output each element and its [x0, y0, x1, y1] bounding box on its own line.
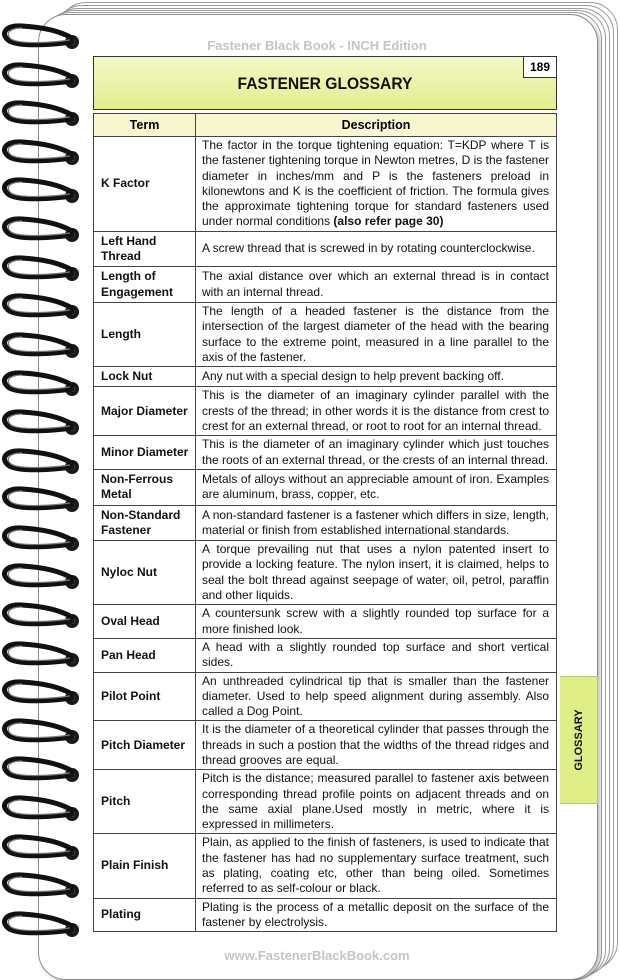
spiral-coil [0, 16, 86, 56]
description-text: Plating is the process of a metallic deposit on the surface of the fastener by electrolysis. [202, 899, 549, 929]
description-cell [196, 541, 557, 605]
spiral-coil [0, 865, 86, 905]
description-cell [196, 302, 557, 366]
term-cell: Non-Standard Fastener [94, 505, 196, 541]
term-cell: Length of Engagement [94, 267, 196, 303]
description-cell [196, 834, 557, 898]
spiral-coil [0, 132, 86, 172]
term-cell: Pitch [94, 770, 196, 834]
description-cell [196, 469, 557, 505]
term-cell: Non-Ferrous Metal [94, 469, 196, 505]
term-cell: Plain Finish [94, 834, 196, 898]
term-cell: Plating [94, 898, 196, 932]
spiral-coil [0, 286, 86, 326]
table-row [94, 638, 557, 672]
side-tab-label: GLOSSARY [572, 709, 585, 771]
description-text: A head with a slightly rounded top surface and short vertical sides. [202, 639, 549, 670]
description-text: This is the diameter of an imaginary cylinder which just touches the roots of an external thread, or the crests of an internal thread. [202, 437, 549, 467]
spiral-coil [0, 170, 86, 210]
title-banner [93, 56, 557, 110]
table-row [94, 834, 557, 898]
description-cell [196, 436, 557, 470]
table-row [94, 770, 557, 834]
term-cell: Pitch Diameter [94, 721, 196, 770]
table-row [94, 541, 557, 605]
description-text: A countersunk screw with a slightly rounded top surface for a more finished look. [202, 606, 549, 636]
description-text: The axial distance over which an external thread is in contact with an internal thread. [202, 269, 549, 299]
description-cell [196, 367, 557, 387]
description-cell [196, 231, 557, 267]
spiral-coil [0, 55, 86, 95]
description-cell [196, 721, 557, 770]
table-row [94, 605, 557, 639]
term-cell: Pan Head [94, 638, 196, 672]
column-header-term: Term [94, 114, 196, 137]
description-cell [196, 638, 557, 672]
table-row [94, 469, 557, 505]
spiral-coil [0, 634, 86, 674]
column-header-description: Description [196, 114, 557, 137]
description-cell [196, 672, 557, 721]
spiral-coil [0, 672, 86, 712]
glossary-side-tab[interactable] [560, 676, 598, 804]
description-cell [196, 267, 557, 303]
description-text: An unthreaded cylindrical tip that is smaller than the fastener diameter. Used to help speed alignment during assembly. Also called a Dog Point. [202, 673, 549, 719]
term-cell: Pilot Point [94, 672, 196, 721]
term-cell: K Factor [94, 137, 196, 232]
spiral-coil [0, 827, 86, 867]
spiral-coil [0, 325, 86, 365]
description-cell [196, 605, 557, 639]
table-row [94, 302, 557, 366]
table-header-row [94, 114, 557, 137]
term-cell: Nyloc Nut [94, 541, 196, 605]
table-row [94, 436, 557, 470]
glossary-table [93, 113, 557, 932]
spiral-coil [0, 711, 86, 751]
description-text: The length of a headed fastener is the distance from the intersection of the largest diameter of the head with the bearing surface to the extreme point, measured in a line parallel to the axis of the fastener. [202, 303, 549, 364]
table-row [94, 505, 557, 541]
spiral-coil [0, 749, 86, 789]
description-cell [196, 137, 557, 232]
spiral-coil [0, 93, 86, 133]
spiral-coil [0, 904, 86, 944]
table-row [94, 231, 557, 267]
description-text: Metals of alloys without an appreciable amount of iron. Examples are aluminum, brass, copper, etc. [202, 471, 549, 502]
table-row [94, 137, 557, 232]
term-cell: Left Hand Thread [94, 231, 196, 267]
spiral-coil [0, 518, 86, 558]
table-row [94, 721, 557, 770]
page-number: 189 [523, 57, 556, 78]
cross-reference-note: (also refer page 30) [333, 214, 444, 229]
spiral-coil [0, 595, 86, 635]
table-row [94, 267, 557, 303]
footer-url: www.FastenerBlackBook.com [224, 948, 410, 963]
description-cell [196, 898, 557, 932]
description-text: Pitch is the distance; measured parallel to fastener axis between corresponding thread profile points on adjacent threads and on the same axial plane.Used mostly in metric, where it is expressed in millimeters. [202, 771, 549, 832]
term-cell: Lock Nut [94, 367, 196, 387]
spiral-coil [0, 209, 86, 249]
term-cell: Minor Diameter [94, 436, 196, 470]
table-row [94, 367, 557, 387]
term-cell: Oval Head [94, 605, 196, 639]
table-row [94, 898, 557, 932]
spiral-coil [0, 363, 86, 403]
glossary-body [94, 137, 557, 932]
spiral-coil [0, 402, 86, 442]
table-row [94, 387, 557, 436]
spiral-coil [0, 248, 86, 288]
running-title: Fastener Black Book - INCH Edition [207, 38, 427, 53]
description-text: This is the diameter of an imaginary cylinder parallel with the crests of the thread; in other words it is the distance from crest to crest for an external thread, or root to root for an internal thread. [202, 388, 549, 434]
description-text: Plain, as applied to the finish of fasteners, is used to indicate that the fastener has had no supplementary surface treatment, such as plating, coating etc, other than being oiled. Sometimes referred to as self-colour or black. [202, 835, 549, 896]
description-text: A non-standard fastener is a fastener which differs in size, length, material or finish from established international standards. [202, 507, 549, 537]
spiral-coil [0, 556, 86, 596]
description-text: The factor in the torque tightening equation: T=KDP where T is the fastener tightening torque in Newton metres, D is the fastener diameter in inches/mm and P is the fasteners preload in kilonewtons and K is the coefficient of friction. The formula gives the approximate tightening torque for standard fasteners used under normal conditions [202, 138, 549, 229]
table-row [94, 672, 557, 721]
description-text: A torque prevailing nut that uses a nylon patented insert to provide a locking feature. The nylon insert, it is claimed, helps to seal the bolt thread against seepage of water, oil, petrol, paraffin and other liquids. [202, 542, 549, 603]
description-text: It is the diameter of a theoretical cylinder that passes through the threads in such a postion that the widths of the thread ridges and thread grooves are equal. [202, 722, 549, 767]
description-cell [196, 387, 557, 436]
term-cell: Major Diameter [94, 387, 196, 436]
spiral-coil [0, 479, 86, 519]
description-cell [196, 505, 557, 541]
description-cell [196, 770, 557, 834]
spiral-coil [0, 788, 86, 828]
description-text: A screw thread that is screwed in by rotating counterclockwise. [202, 241, 535, 256]
term-cell: Length [94, 302, 196, 366]
spiral-coil [0, 441, 86, 481]
page-title: FASTENER GLOSSARY [237, 74, 413, 93]
description-text: Any nut with a special design to help prevent backing off. [202, 369, 504, 384]
